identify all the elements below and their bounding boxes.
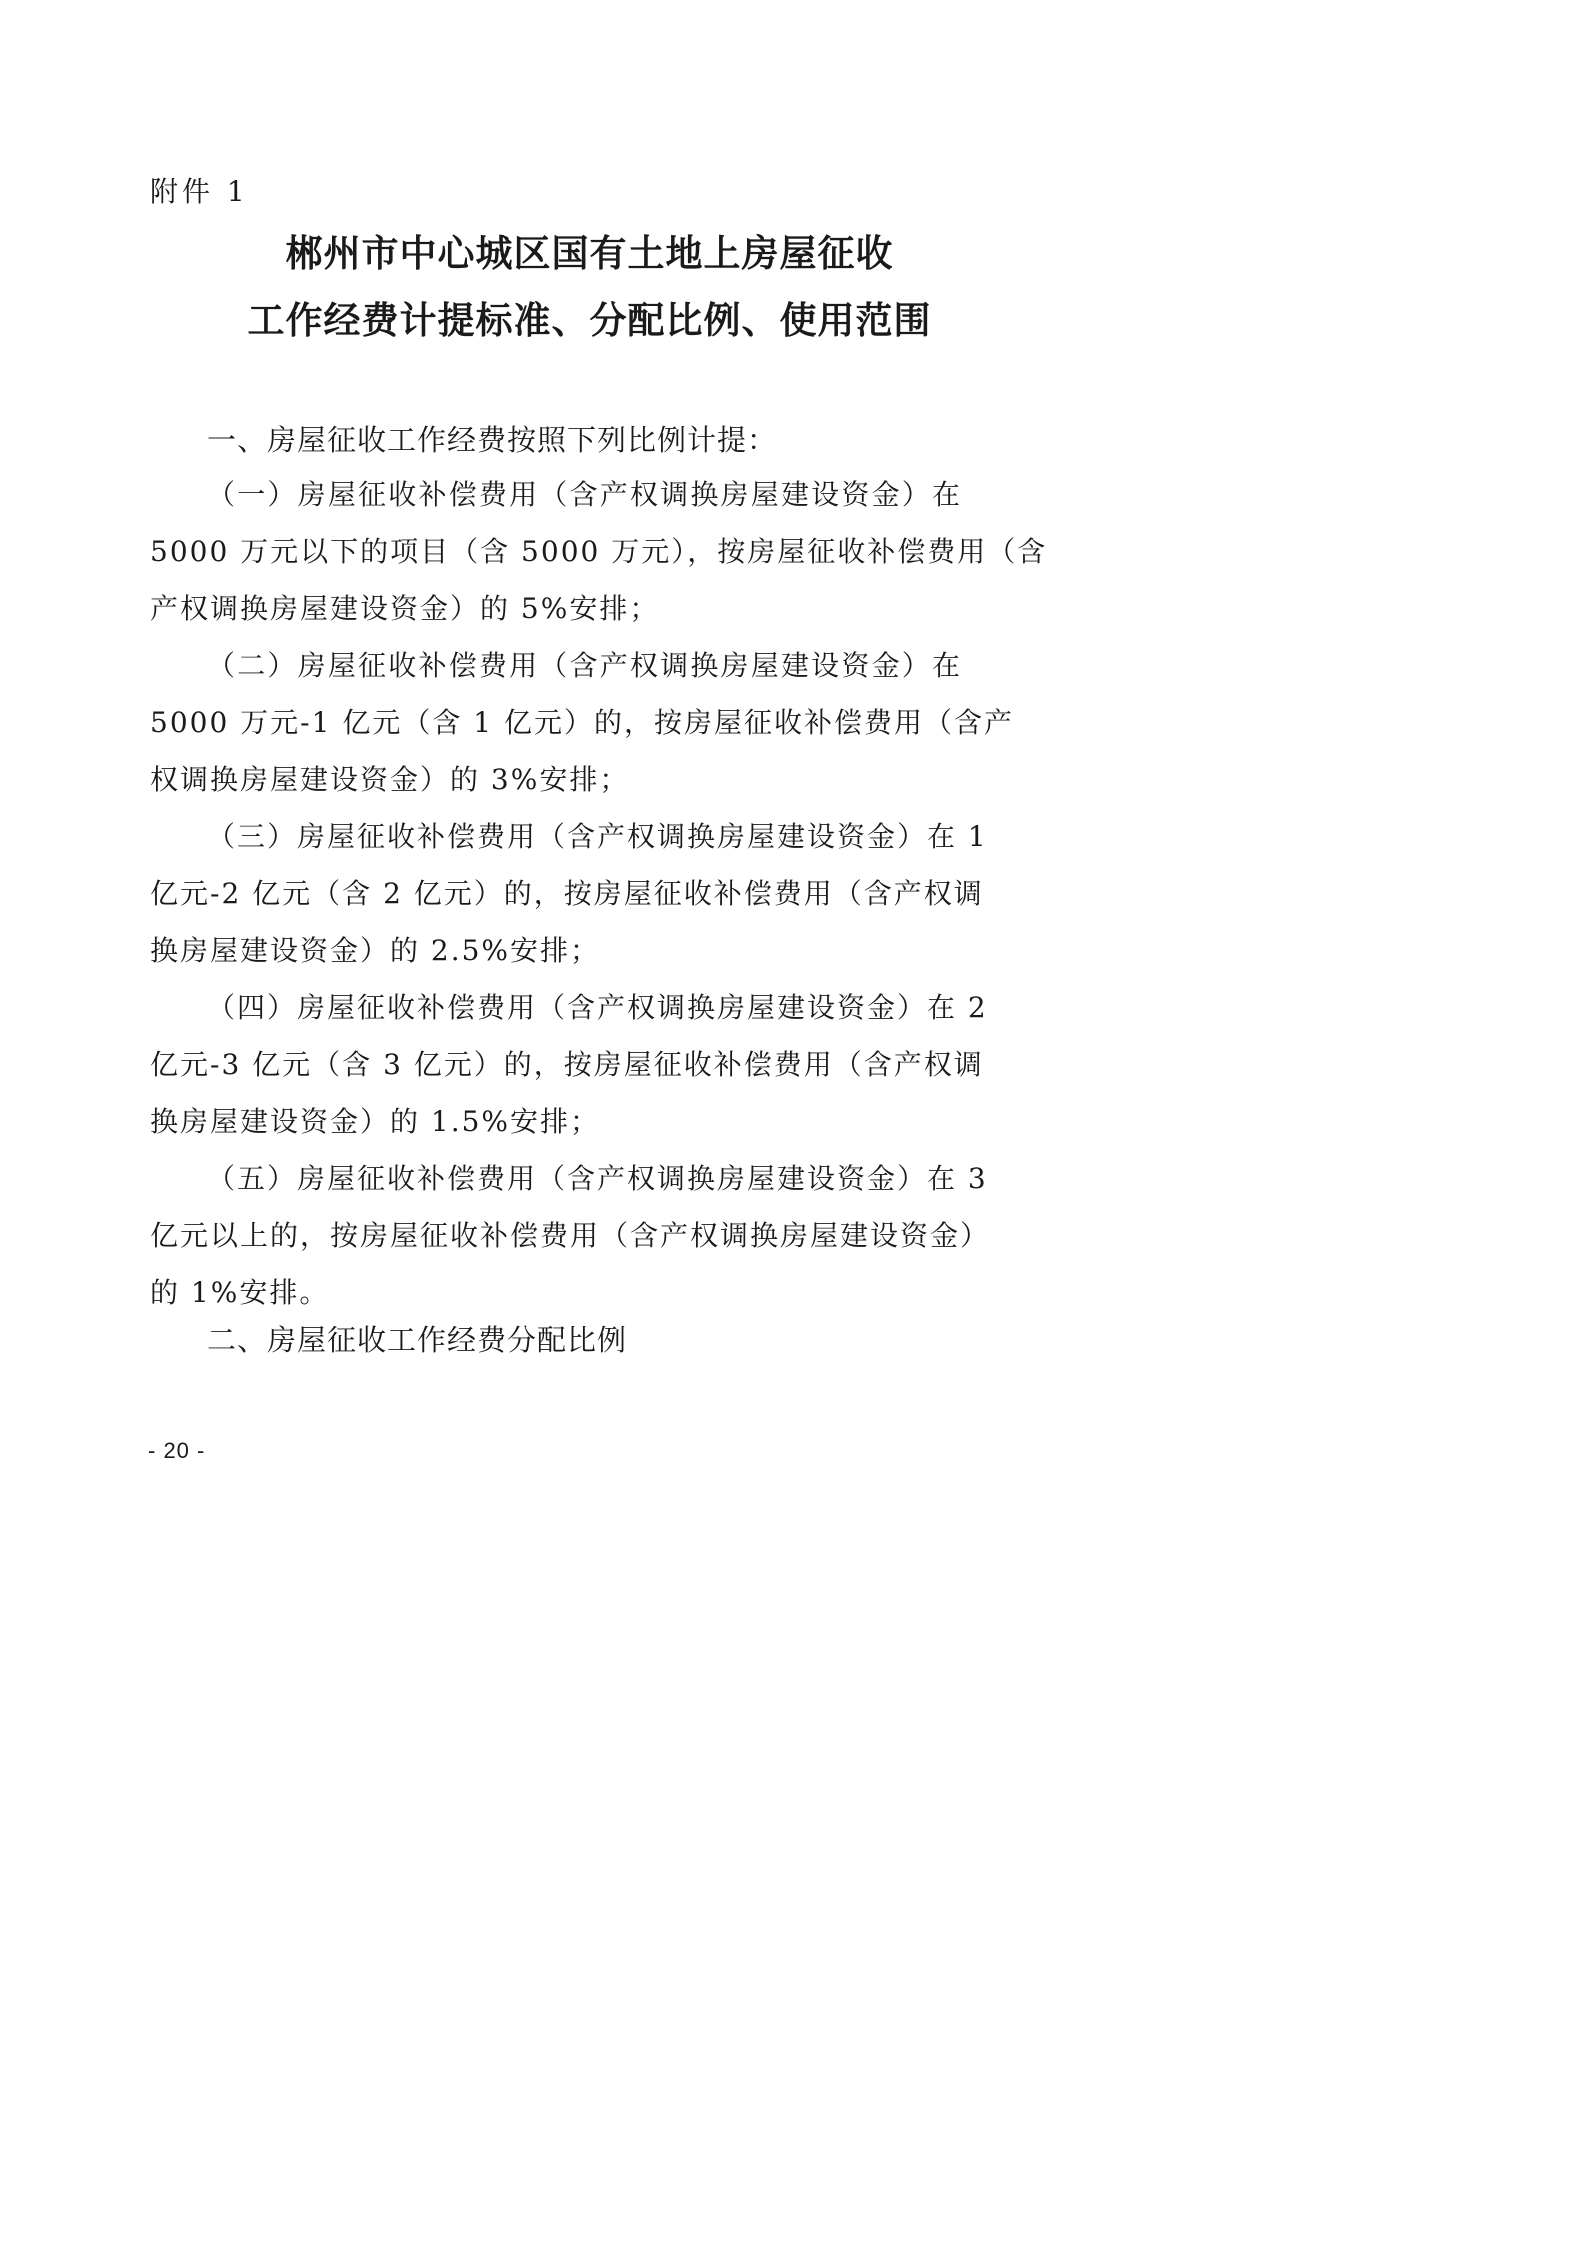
- paragraph-line: 的 1%安排。: [150, 1276, 330, 1309]
- paragraph-line: （四）房屋征收补偿费用（含产权调换房屋建设资金）在 2: [207, 991, 988, 1024]
- paragraph-line: 亿元以上的，按房屋征收补偿费用（含产权调换房屋建设资金）: [150, 1219, 991, 1252]
- list-item: [150, 1150, 991, 1321]
- paragraph-line: 5000 万元以下的项目（含 5000 万元），按房屋征收补偿费用（含: [150, 535, 1048, 568]
- document-title-line-1: 郴州市中心城区国有土地上房屋征收: [285, 232, 894, 275]
- paragraph-line: 权调换房屋建设资金）的 3%安排；: [150, 763, 630, 796]
- paragraph-line: （五）房屋征收补偿费用（含产权调换房屋建设资金）在 3: [207, 1162, 988, 1195]
- list-item: [150, 466, 1048, 637]
- paragraph-line: 5000 万元-1 亿元（含 1 亿元）的，按房屋征收补偿费用（含产: [150, 706, 1014, 739]
- paragraph-line: （一）房屋征收补偿费用（含产权调换房屋建设资金）在: [207, 478, 962, 511]
- list-item: [150, 808, 988, 979]
- document-page: [0, 0, 1103, 1560]
- paragraph-line: 换房屋建设资金）的 2.5%安排；: [150, 934, 601, 967]
- paragraph-line: 产权调换房屋建设资金）的 5%安排；: [150, 592, 660, 625]
- paragraph-line: 换房屋建设资金）的 1.5%安排；: [150, 1105, 601, 1138]
- attachment-label: 附件 1: [150, 175, 249, 208]
- paragraph-line: （三）房屋征收补偿费用（含产权调换房屋建设资金）在 1: [207, 820, 988, 853]
- paragraph-line: 亿元-3 亿元（含 3 亿元）的，按房屋征收补偿费用（含产权调: [150, 1048, 984, 1081]
- page-number: - 20 -: [148, 1438, 206, 1463]
- section-1-heading: 一、房屋征收工作经费按照下列比例计提：: [207, 423, 778, 457]
- paragraph-line: （二）房屋征收补偿费用（含产权调换房屋建设资金）在: [207, 649, 962, 682]
- section-1-body: [150, 466, 1048, 1321]
- list-item: [150, 979, 988, 1150]
- paragraph-line: 亿元-2 亿元（含 2 亿元）的，按房屋征收补偿费用（含产权调: [150, 877, 984, 910]
- list-item: [150, 637, 1014, 808]
- document-title-line-2: 工作经费计提标准、分配比例、使用范围: [247, 299, 932, 342]
- section-2-heading: 二、房屋征收工作经费分配比例: [207, 1323, 628, 1357]
